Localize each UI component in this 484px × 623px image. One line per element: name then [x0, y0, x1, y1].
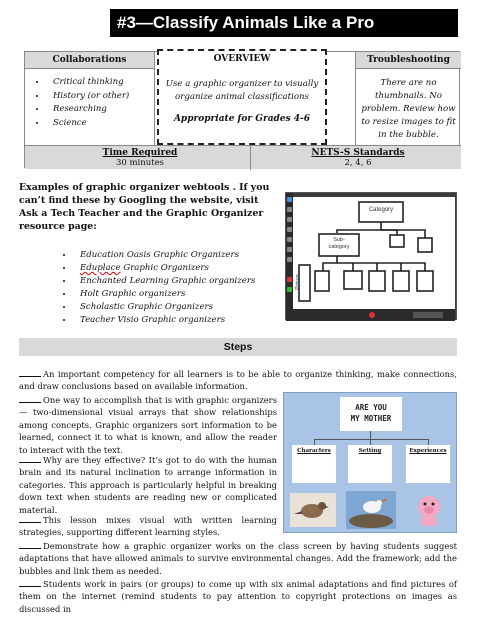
- misspelled-word: Eduplace: [80, 263, 121, 273]
- list-item: • Teacher Visio Graphic organizers: [74, 314, 255, 327]
- nets-standards-cell: [283, 148, 433, 168]
- record-icon: [369, 312, 375, 318]
- drawing-statusbar: [293, 309, 455, 321]
- steps-heading: Steps: [19, 338, 457, 356]
- checkbox-blank: [19, 455, 41, 463]
- step-2: [19, 394, 277, 456]
- picture-label: Picture: [295, 274, 301, 290]
- time-required-cell: [65, 148, 215, 168]
- step-3: [19, 454, 277, 516]
- checkbox-blank: [19, 579, 41, 587]
- step-text: This lesson mixes visual with written learning strategies, supporting different learning styles.: [19, 515, 277, 538]
- time-required-label: Time Required: [102, 148, 178, 158]
- list-item: • Education Oasis Graphic Organizers: [74, 249, 255, 262]
- overview-text: Use a graphic organizer to visually organize animal classifications: [165, 79, 319, 102]
- nets-standards-value: 2, 4, 6: [344, 158, 372, 168]
- connector-line: [370, 431, 371, 439]
- examples-intro: Examples of graphic organizer webtools . If you can’t find these by Googling the website, visit Ask a Tech Teacher and the Graphic Organizer resource page:: [19, 182, 270, 232]
- tool-icon: [287, 227, 292, 232]
- tool-icon: [287, 247, 292, 252]
- animal-pictures: [284, 487, 458, 533]
- connector-line: [314, 439, 428, 440]
- step-4: [19, 514, 277, 539]
- hand-drawn-organizer: [293, 197, 455, 309]
- list-item: • Researching: [47, 103, 129, 117]
- drawing-toolbar: [286, 193, 293, 321]
- subcategory-label-2: category: [328, 244, 350, 250]
- organizer-sketch-image: [285, 192, 457, 320]
- step-text: Students work in pairs (or groups) to come up with six animal adaptations and find pictures of them on the internet (remind students to pay attention to copyright protections on images as discussed in: [19, 579, 457, 614]
- list-item: • Scholastic Graphic Organizers: [74, 301, 255, 314]
- nets-standards-label: NETS-S Standards: [311, 148, 405, 158]
- time-required-value: 30 minutes: [115, 158, 165, 168]
- step-1: [19, 368, 457, 393]
- setting-box: [348, 445, 392, 483]
- overview-footer-row: [25, 145, 461, 169]
- collaborations-heading: Collaborations: [25, 52, 154, 69]
- list-item: • Enchanted Learning Graphic organizers: [74, 275, 255, 288]
- organizer-title-box: [340, 397, 402, 431]
- overview-heading: OVERVIEW: [159, 51, 325, 68]
- checkbox-blank: [19, 541, 41, 549]
- list-item: • Science: [47, 117, 129, 131]
- tool-icon: [287, 217, 292, 222]
- footer-divider: [250, 146, 251, 170]
- page-title: #3—Classify Animals Like a Pro: [110, 9, 458, 37]
- organizer-title-line-1: ARE YOU: [355, 403, 387, 412]
- tool-icon: [287, 197, 292, 202]
- checkbox-blank: [19, 369, 41, 377]
- tool-icon: [287, 277, 292, 282]
- characters-box: [292, 445, 336, 483]
- step-text: An important competency for all learners is to be able to organize thinking, make connections, and draw conclusions based on available information.: [19, 369, 457, 392]
- experiences-box: [406, 445, 450, 483]
- category-label: Category: [368, 207, 394, 213]
- zoom-control: [413, 312, 443, 318]
- checkbox-blank: [19, 395, 41, 403]
- stork-nest-photo: [346, 491, 396, 529]
- tool-icon: [287, 207, 292, 212]
- step-text: One way to accomplish that is with graphic organizers— two-dimensional visual arrays that show relationships among concepts. Graphic organizers sort information to be learned, connect it to what is known, and allow the reader to interact with the text.: [19, 395, 277, 455]
- troubleshooting-heading: Troubleshooting: [356, 52, 461, 69]
- bird-photo: [290, 493, 336, 527]
- list-item-rest: Graphic Organizers: [120, 263, 209, 273]
- list-item: • Holt Graphic organizers: [74, 288, 255, 301]
- subcategory-label-1: Sub-: [333, 237, 345, 243]
- collaborations-list: [33, 76, 129, 130]
- grade-level: Appropriate for Grades 4-6: [173, 114, 311, 124]
- step-text: Demonstrate how a graphic organizer works on the class screen by having students suggest adaptations that have allowed animals to survive environmental changes. Add the framework; add the bubbles and link them as needed.: [19, 541, 457, 576]
- column-label: Characters: [297, 448, 331, 454]
- organizer-title-line-2: MY MOTHER: [350, 414, 392, 423]
- list-item: • Critical thinking: [47, 76, 129, 90]
- column-label: Setting: [358, 448, 382, 454]
- overview-box: [157, 49, 327, 145]
- are-you-my-mother-organizer-image: [283, 392, 457, 533]
- collaborations-column: [25, 52, 155, 145]
- step-6: [19, 578, 457, 615]
- tool-icon: [287, 257, 292, 262]
- list-item: • History (or other): [47, 90, 129, 104]
- troubleshooting-text: There are no thumbnails. No problem. Review how to resize images to fit in the bubble.: [361, 78, 456, 140]
- tool-icon: [287, 237, 292, 242]
- tool-icon: [287, 287, 292, 292]
- drawing-canvas: [293, 197, 455, 309]
- step-text: Why are they effective? It’s got to do with the human brain and its natural inclination to arrange information in categories. This approach is particularly helpful in breaking down text when students are reading new or complicated material.: [19, 455, 277, 515]
- column-label: Experiences: [409, 448, 447, 454]
- checkbox-blank: [19, 515, 41, 523]
- troubleshooting-column: [355, 52, 461, 145]
- webtools-list: [62, 249, 255, 327]
- list-item: [74, 262, 255, 275]
- pig-cartoon: [406, 491, 452, 529]
- step-5: [19, 540, 457, 577]
